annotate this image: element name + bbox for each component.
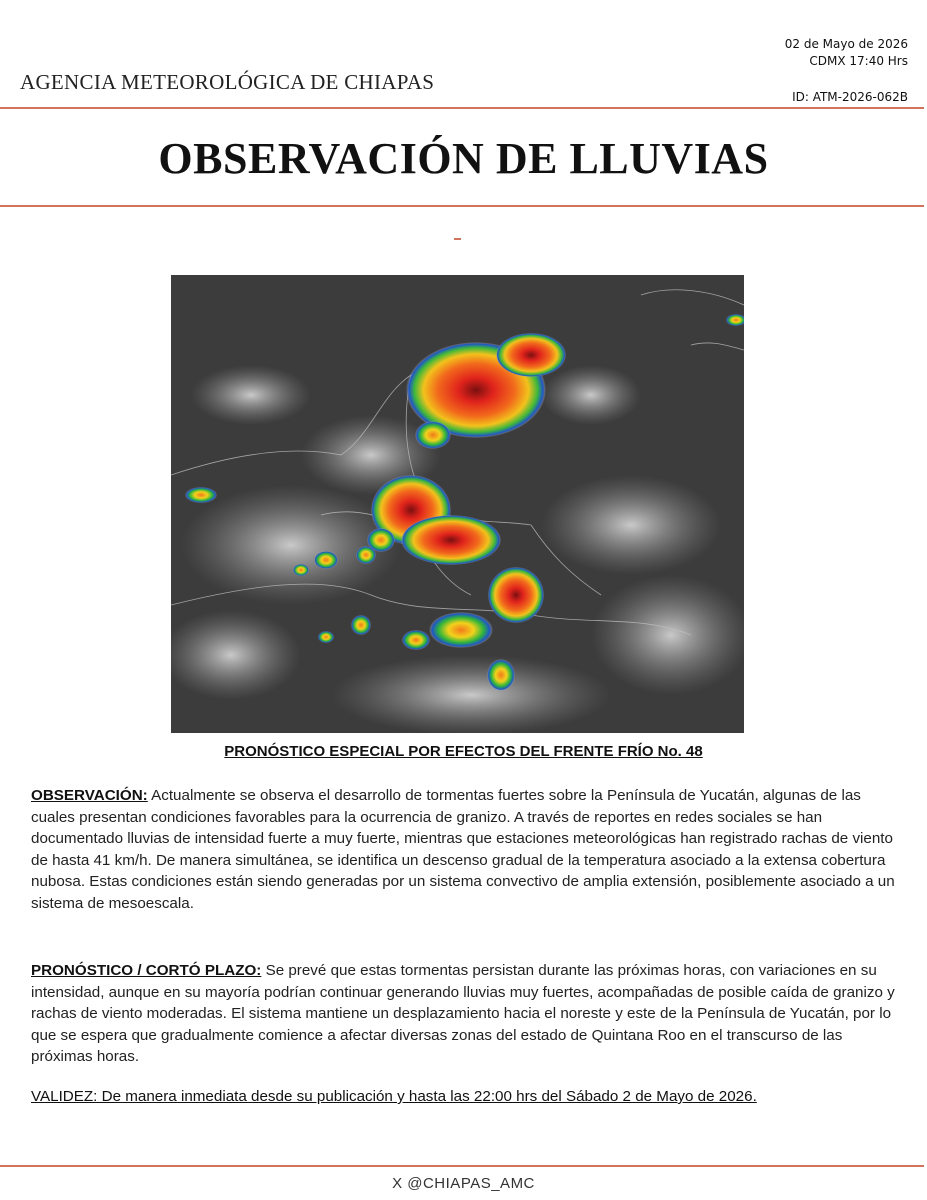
decorative-dash: [454, 238, 461, 240]
footer-divider: [0, 1165, 924, 1167]
forecast-paragraph: [31, 960, 897, 1068]
social-handle: X @CHIAPAS_AMC: [392, 1175, 535, 1192]
observation-label: OBSERVACIÓN:: [31, 787, 148, 804]
observation-text: Actualmente se observa el desarrollo de tormentas fuertes sobre la Península de Yucatán, algunas de las cuales presentan condiciones favorables para la ocurrencia de granizo. A través de reportes en redes sociales se han documentado lluvias de intensidad fuerte a muy fuerte, mientras que estaciones meteorológicas han registrado rachas de viento de hasta 41 km/h. De manera simultánea, se identifica un descenso gradual de la temperatura asociado a la extensa cobertura nubosa. Estas condiciones están siendo generadas por un sistema convectivo de amplia extensión, posiblemente asociado a un sistema de mesoescala.: [31, 787, 895, 912]
agency-name: AGENCIA METEOROLÓGICA DE CHIAPAS: [20, 70, 435, 94]
header-meta: [785, 36, 908, 106]
bulletin-subtitle: PRONÓSTICO ESPECIAL POR EFECTOS DEL FRENTE FRÍO No. 48: [224, 743, 703, 760]
issue-time: CDMX 17:40 Hrs: [809, 54, 908, 68]
issue-date: 02 de Mayo de 2026: [784, 37, 908, 51]
forecast-label: PRONÓSTICO / CORTÓ PLAZO:: [31, 962, 262, 979]
satellite-infrared-image: [171, 275, 744, 733]
validity-statement: VALIDEZ: De manera inmediata desde su publicación y hasta las 22:00 hrs del Sábado 2 de Mayo de 2026.: [31, 1088, 757, 1105]
title-divider: [0, 205, 924, 207]
observation-paragraph: [31, 785, 897, 915]
bulletin-id: ID: ATM-2026-062B: [792, 90, 908, 104]
header-divider: [0, 107, 924, 109]
forecast-text: Se prevé que estas tormentas persistan durante las próximas horas, con variaciones en su intensidad, aunque en su mayoría podrían continuar generando lluvias muy fuertes, acompañadas de posible caída de granizo y rachas de viento moderadas. El sistema mantiene un desplazamiento hacia el noreste y este de la Península de Yucatán, por lo que se espera que gradualmente comience a afectar diversas zonas del estado de Quintana Roo en el transcurso de las próximas horas.: [31, 962, 895, 1066]
page-title: OBSERVACIÓN DE LLUVIAS: [158, 134, 769, 183]
